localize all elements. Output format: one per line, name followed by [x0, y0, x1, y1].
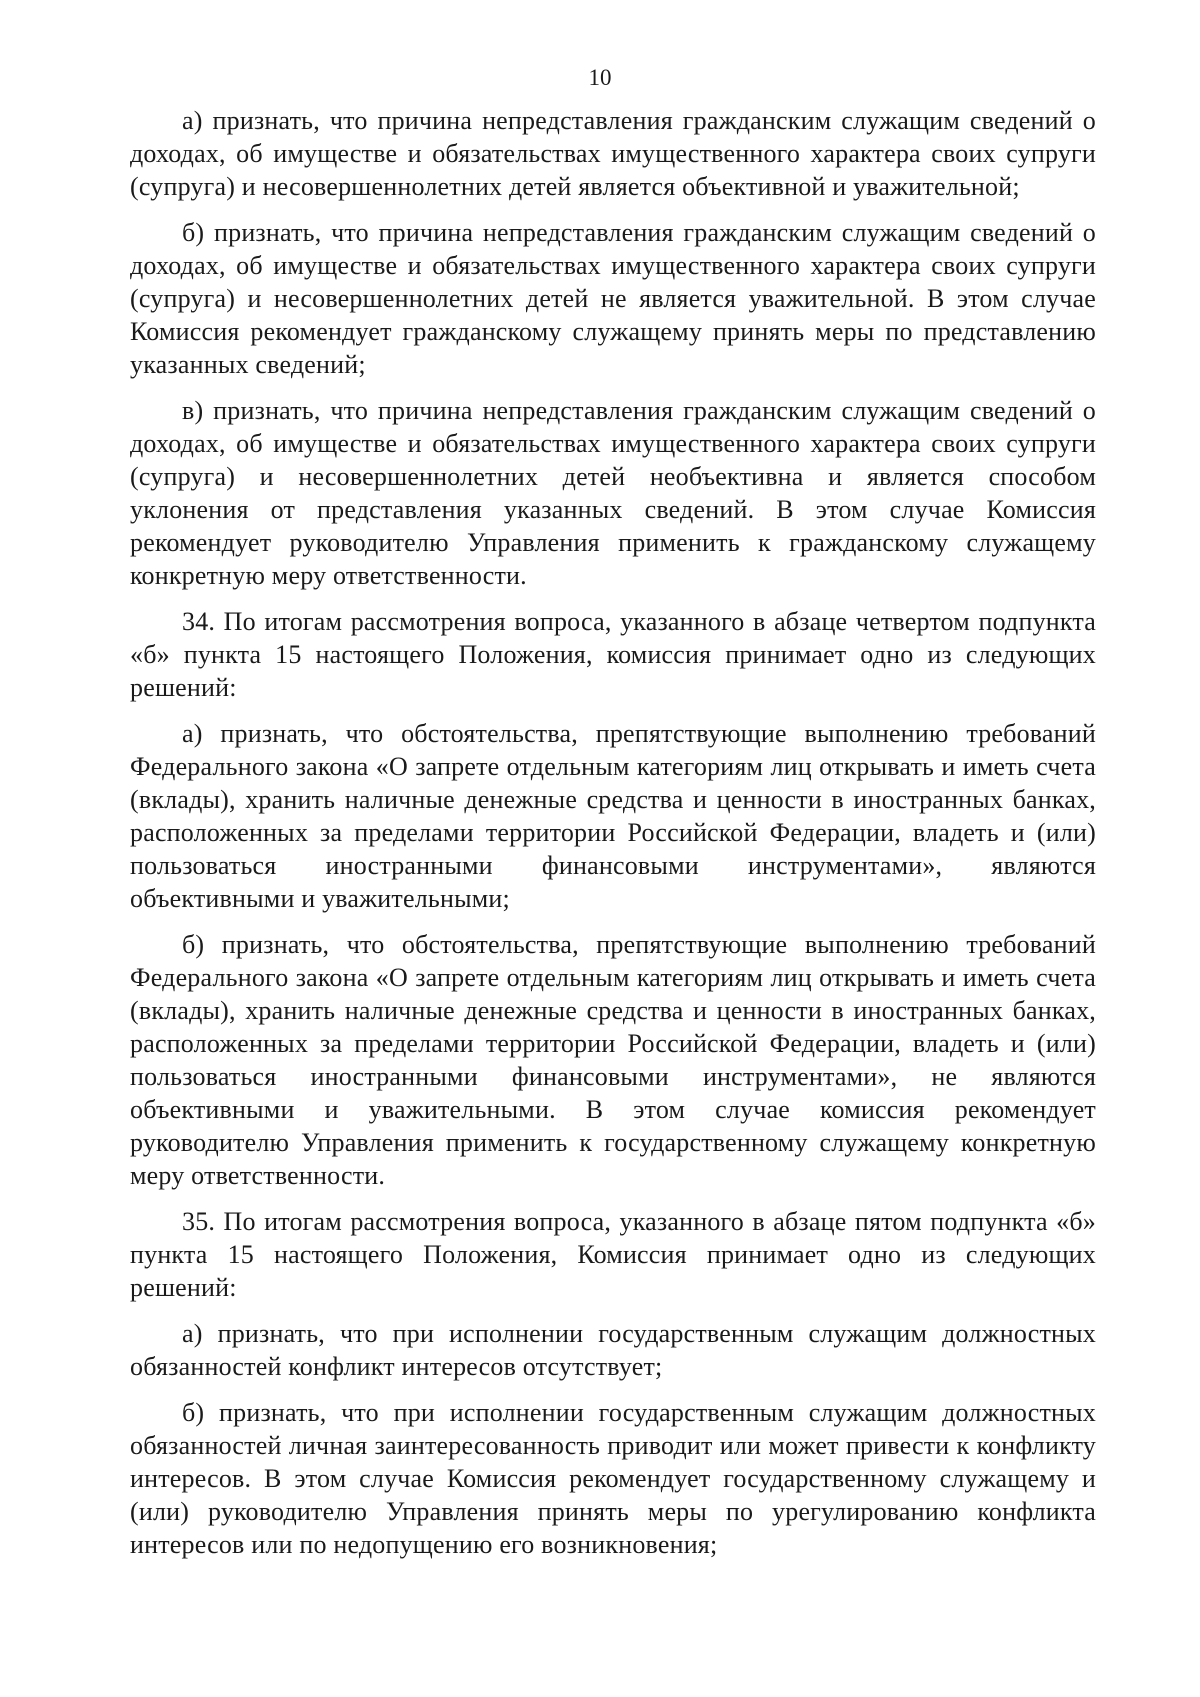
paragraph-33a: а) признать, что причина непредставления гражданским служащим сведений о доходах, об имуществе и обязательствах имущественного характера своих супруги (супруга) и несовершеннолетних детей является объективной и уважительной;	[130, 106, 1096, 201]
paragraph-35: 35. По итогам рассмотрения вопроса, указанного в абзаце пятом подпункта «б» пункта 15 настоящего Положения, Комиссия принимает одно из следующих решений:	[130, 1207, 1096, 1302]
paragraph-35b: б) признать, что при исполнении государственным служащим должностных обязанностей личная заинтересованность приводит или может привести к конфликту интересов. В этом случае Комиссия рекомендует государственному служащему и (или) руководителю Управления принять меры по урегулированию конфликта интересов или по недопущению его возникновения;	[130, 1398, 1096, 1559]
paragraph-34b: б) признать, что обстоятельства, препятствующие выполнению требований Федерального закона «О запрете отдельным категориям лиц открывать и иметь счета (вклады), хранить наличные денежные средства и ценности в иностранных банках, расположенных за пределами территории Российской Федерации, владеть и (или) пользоваться иностранными финансовыми инструментами», не являются объективными и уважительными. В этом случае комиссия рекомендует руководителю Управления применить к государственному служащему конкретную меру ответственности.	[130, 930, 1096, 1190]
document-body	[130, 104, 1096, 1574]
page-number: 10	[588, 65, 612, 90]
paragraph-34: 34. По итогам рассмотрения вопроса, указанного в абзаце четвертом подпункта «б» пункта 15 настоящего Положения, комиссия принимает одно из следующих решений:	[130, 607, 1096, 702]
paragraph-33v: в) признать, что причина непредставления гражданским служащим сведений о доходах, об имуществе и обязательствах имущественного характера своих супруги (супруга) и несовершеннолетних детей необъективна и является способом уклонения от представления указанных сведений. В этом случае Комиссия рекомендует руководителю Управления применить к гражданскому служащему конкретную меру ответственности.	[130, 396, 1096, 590]
paragraph-33b: б) признать, что причина непредставления гражданским служащим сведений о доходах, об имуществе и обязательствах имущественного характера своих супруги (супруга) и несовершеннолетних детей не является уважительной. В этом случае Комиссия рекомендует гражданскому служащему принять меры по представлению указанных сведений;	[130, 218, 1096, 379]
paragraph-35a: а) признать, что при исполнении государственным служащим должностных обязанностей конфликт интересов отсутствует;	[130, 1319, 1096, 1381]
paragraph-34a: а) признать, что обстоятельства, препятствующие выполнению требований Федерального закона «О запрете отдельным категориям лиц открывать и иметь счета (вклады), хранить наличные денежные средства и ценности в иностранных банках, расположенных за пределами территории Российской Федерации, владеть и (или) пользоваться иностранными финансовыми инструментами», являются объективными и уважительными;	[130, 719, 1096, 913]
